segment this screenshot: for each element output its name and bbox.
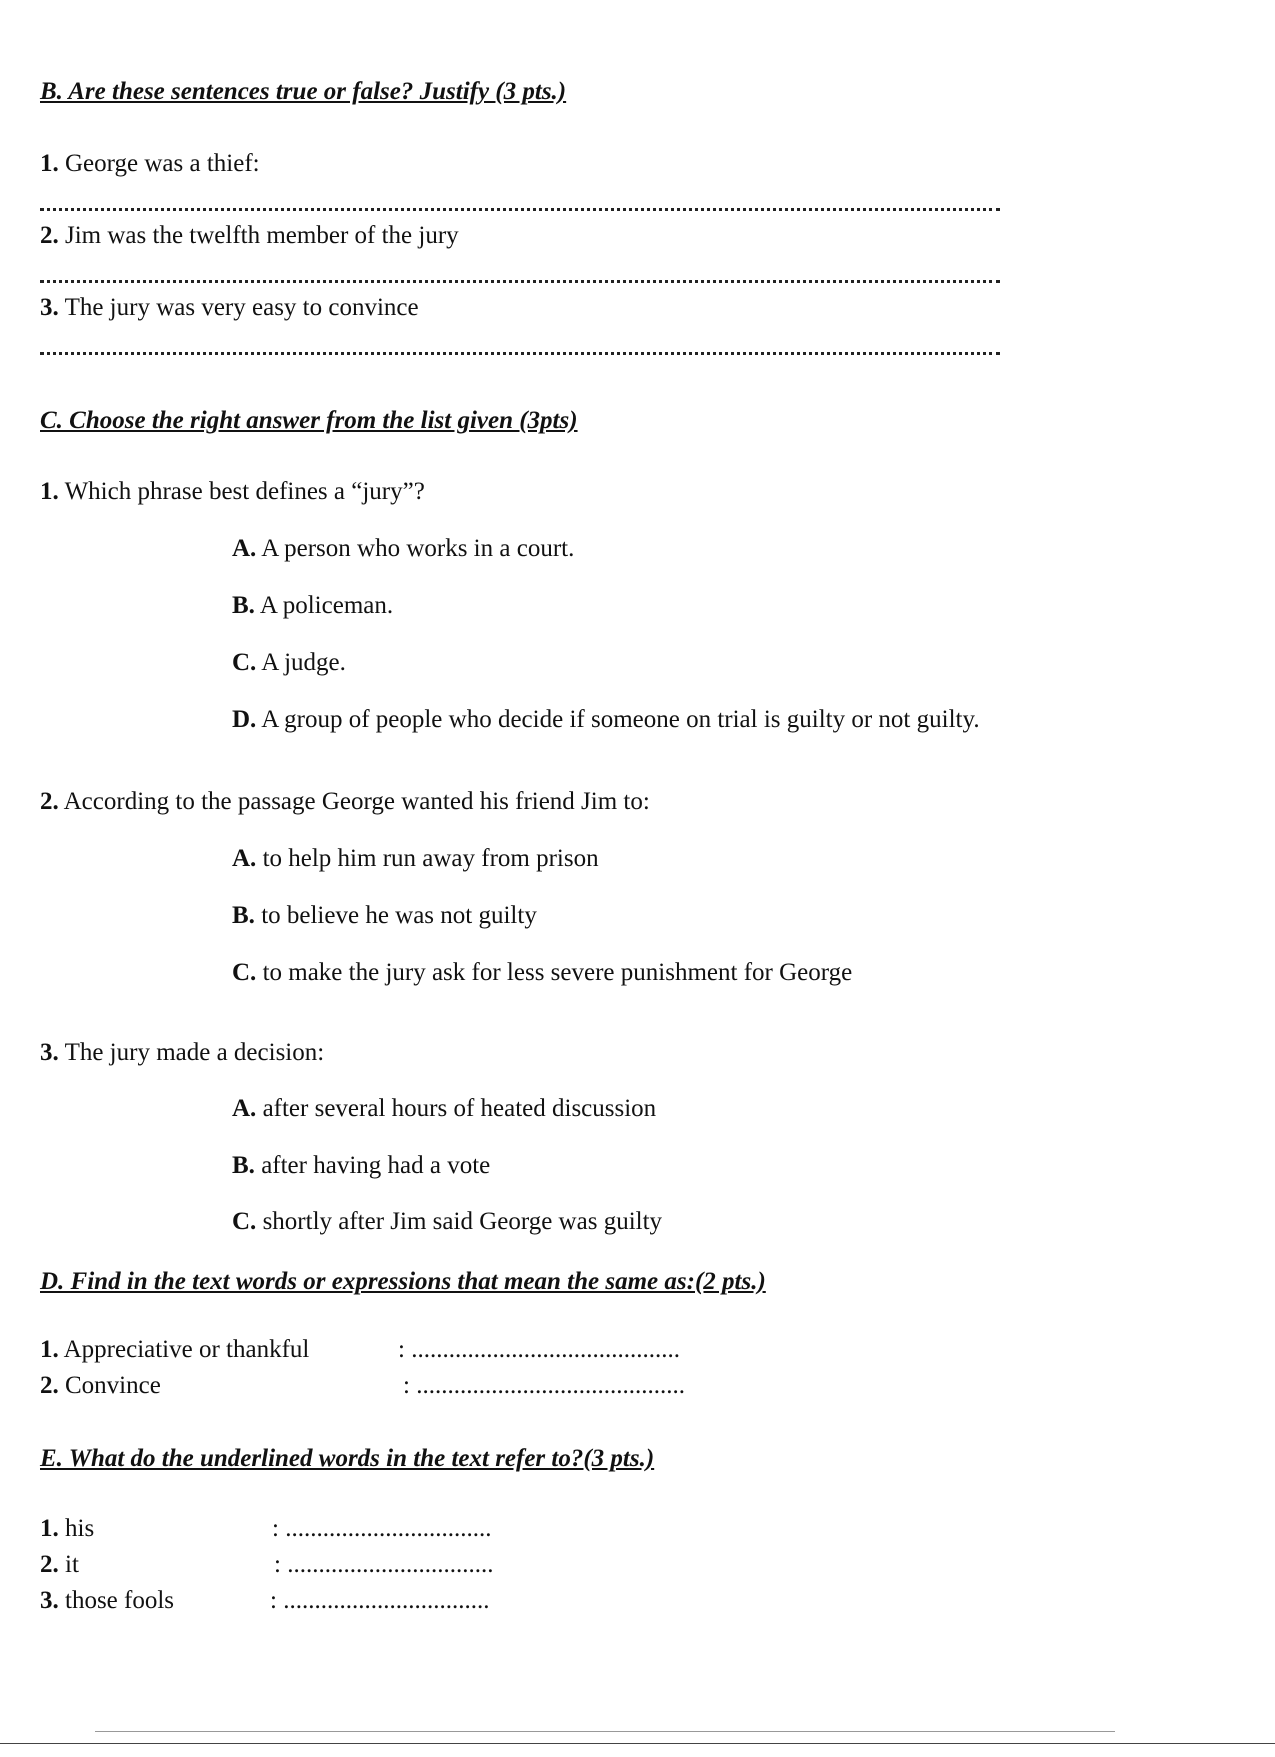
option-letter: C.	[232, 1208, 257, 1235]
page-footer-rule	[95, 1731, 1115, 1732]
section-e-item-2	[40, 1551, 79, 1579]
answer-field-d2[interactable]: : ...........................................	[403, 1372, 685, 1399]
option-letter: A.	[232, 845, 257, 872]
option-c1-d[interactable]	[232, 706, 980, 734]
option-c2-b[interactable]	[232, 902, 537, 930]
option-c3-c[interactable]	[232, 1208, 662, 1236]
item-text: Appreciative or thankful	[63, 1336, 310, 1363]
item-text: The jury was very easy to convince	[64, 294, 419, 321]
option-c1-a[interactable]	[232, 535, 574, 563]
answer-line-b3[interactable]	[40, 352, 1000, 355]
option-c1-c[interactable]	[232, 649, 346, 677]
option-text: to believe he was not guilty	[261, 902, 537, 929]
option-text: shortly after Jim said George was guilty	[262, 1208, 663, 1235]
section-d-item-2	[40, 1372, 161, 1400]
option-letter: B.	[232, 1152, 255, 1179]
section-e-item-3	[40, 1587, 174, 1615]
option-text: A policeman.	[259, 592, 394, 619]
answer-field-e1[interactable]: : .................................	[272, 1515, 492, 1542]
question-number: 1.	[40, 478, 59, 505]
option-text: to make the jury ask for less severe punishment for George	[262, 959, 853, 986]
item-number: 3.	[40, 294, 59, 321]
question-text: Which phrase best defines a “jury”?	[64, 478, 425, 505]
question-text: According to the passage George wanted his friend Jim to:	[63, 788, 650, 815]
section-c-question-1	[40, 478, 425, 506]
answer-line-b2[interactable]	[40, 280, 1000, 283]
option-c2-a[interactable]	[232, 845, 599, 873]
item-number: 1.	[40, 1336, 59, 1363]
item-text: George was a thief:	[65, 150, 260, 177]
question-number: 3.	[40, 1039, 59, 1066]
answer-field-e2[interactable]: : .................................	[274, 1551, 494, 1578]
section-c-heading: C. Choose the right answer from the list given (3pts)	[40, 407, 578, 434]
option-text: A judge.	[261, 649, 346, 676]
answer-field-e3[interactable]: : .................................	[270, 1587, 490, 1614]
section-b-item-3	[40, 294, 419, 322]
question-number: 2.	[40, 788, 59, 815]
section-c-question-2	[40, 788, 650, 816]
option-text: after several hours of heated discussion	[262, 1095, 657, 1122]
option-text: A group of people who decide if someone on trial is guilty or not guilty.	[261, 706, 980, 733]
option-text: A person who works in a court.	[261, 535, 575, 562]
item-number: 1.	[40, 1515, 59, 1542]
option-letter: D.	[232, 706, 257, 733]
answer-field-d1[interactable]: : ...........................................	[398, 1336, 680, 1363]
item-number: 1.	[40, 150, 59, 177]
item-text: Convince	[65, 1372, 161, 1399]
option-text: after having had a vote	[261, 1152, 491, 1179]
option-letter: B.	[232, 592, 255, 619]
option-letter: C.	[232, 959, 257, 986]
section-b-item-1	[40, 150, 260, 178]
option-c3-a[interactable]	[232, 1095, 656, 1123]
item-text: his	[65, 1515, 95, 1542]
section-b-item-2	[40, 222, 459, 250]
option-letter: B.	[232, 902, 255, 929]
section-b-heading: B. Are these sentences true or false? Justify (3 pts.)	[40, 78, 567, 105]
option-c1-b[interactable]	[232, 592, 393, 620]
option-text: to help him run away from prison	[262, 845, 599, 872]
section-e-heading: E. What do the underlined words in the text refer to?(3 pts.)	[40, 1445, 655, 1472]
section-d-heading: D. Find in the text words or expressions that mean the same as:(2 pts.)	[40, 1268, 766, 1295]
answer-line-b1[interactable]	[40, 208, 1000, 211]
item-number: 2.	[40, 222, 59, 249]
item-number: 2.	[40, 1551, 59, 1578]
question-text: The jury made a decision:	[64, 1039, 325, 1066]
item-text: Jim was the twelfth member of the jury	[65, 222, 459, 249]
section-d-item-1	[40, 1336, 309, 1364]
option-c2-c[interactable]	[232, 959, 852, 987]
section-c-question-3	[40, 1039, 324, 1067]
item-number: 3.	[40, 1587, 59, 1614]
option-letter: A.	[232, 535, 257, 562]
option-letter: A.	[232, 1095, 257, 1122]
page-bottom-rule	[0, 1743, 1275, 1744]
item-text: those fools	[65, 1587, 175, 1614]
item-number: 2.	[40, 1372, 59, 1399]
option-letter: C.	[232, 649, 257, 676]
item-text: it	[65, 1551, 79, 1578]
option-c3-b[interactable]	[232, 1152, 490, 1180]
section-e-item-1	[40, 1515, 94, 1543]
